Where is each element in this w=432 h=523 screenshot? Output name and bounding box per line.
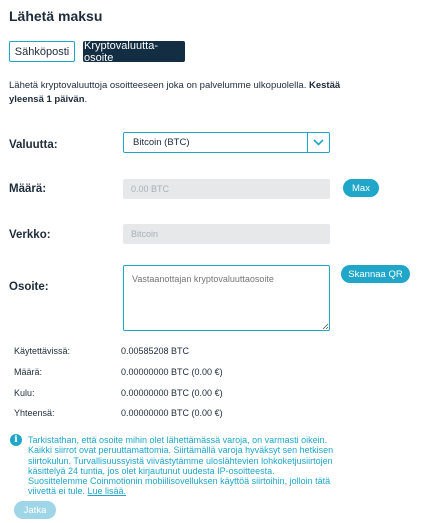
summary-available-label: Käytettävissä:: [14, 346, 71, 356]
intro-text: [9, 79, 349, 107]
currency-select[interactable]: [123, 132, 330, 153]
network-label: Verkko:: [9, 229, 51, 241]
notice-text: [28, 435, 334, 497]
intro-suffix: .: [84, 94, 88, 105]
intro-body: Lähetä kryptovaluuttoja osoitteeseen joka on palvelumme ulkopuolella.: [9, 80, 309, 91]
network-field: Bitcoin: [123, 224, 330, 244]
chevron-down-icon[interactable]: [307, 133, 329, 152]
notice-body: Tarkistathan, että osoite mihin olet lähettämässä varoja, on varmasti oikein. Kaikki siirrot ovat peruuttamattomia. Siirtämällä varoja hyväksyt sen hetkisen siirtokulun. Turvallisuussyistä viivästytämme uloslähtevien lohkoketjusiirtojen käsittelyä 24 tuntia, jos olet kirjautunut uudesta IP-osoitteesta. Suosittelemme Coinmotionin mobiilisovelluksen käyttöä siirtoihin, jolloin tätä viivettä ei tule.: [28, 435, 334, 497]
address-label: Osoite:: [9, 281, 49, 293]
amount-input[interactable]: 0.00 BTC: [123, 179, 330, 199]
tab-crypto-address[interactable]: Kryptovaluutta-osoite: [83, 41, 185, 62]
summary-amount-value: 0.00000000 BTC (0.00 €): [121, 367, 223, 377]
scan-qr-button[interactable]: Skannaa QR: [341, 265, 410, 283]
intro-bold: Kestää yleensä 1 päivän: [9, 80, 341, 105]
max-button[interactable]: Max: [343, 179, 379, 197]
currency-label: Valuutta:: [9, 139, 58, 151]
summary-fee-label: Kulu:: [14, 388, 35, 398]
continue-button[interactable]: Jatka: [14, 501, 56, 519]
summary-available-value: 0.00585208 BTC: [121, 346, 190, 356]
address-input[interactable]: [123, 265, 330, 331]
currency-select-value: Bitcoin (BTC): [133, 137, 190, 148]
summary-fee-value: 0.00000000 BTC (0.00 €): [121, 388, 223, 398]
tab-email[interactable]: Sähköposti: [9, 41, 75, 62]
read-more-link[interactable]: Lue lisää.: [87, 486, 127, 497]
info-icon: i: [10, 434, 22, 446]
summary-total-label: Yhteensä:: [14, 408, 55, 418]
summary-amount-label: Määrä:: [14, 367, 43, 377]
page-title: Lähetä maksu: [9, 8, 103, 24]
amount-label: Määrä:: [9, 183, 47, 195]
summary-total-value: 0.00000000 BTC (0.00 €): [121, 408, 223, 418]
resize-handle-icon[interactable]: [322, 323, 329, 330]
